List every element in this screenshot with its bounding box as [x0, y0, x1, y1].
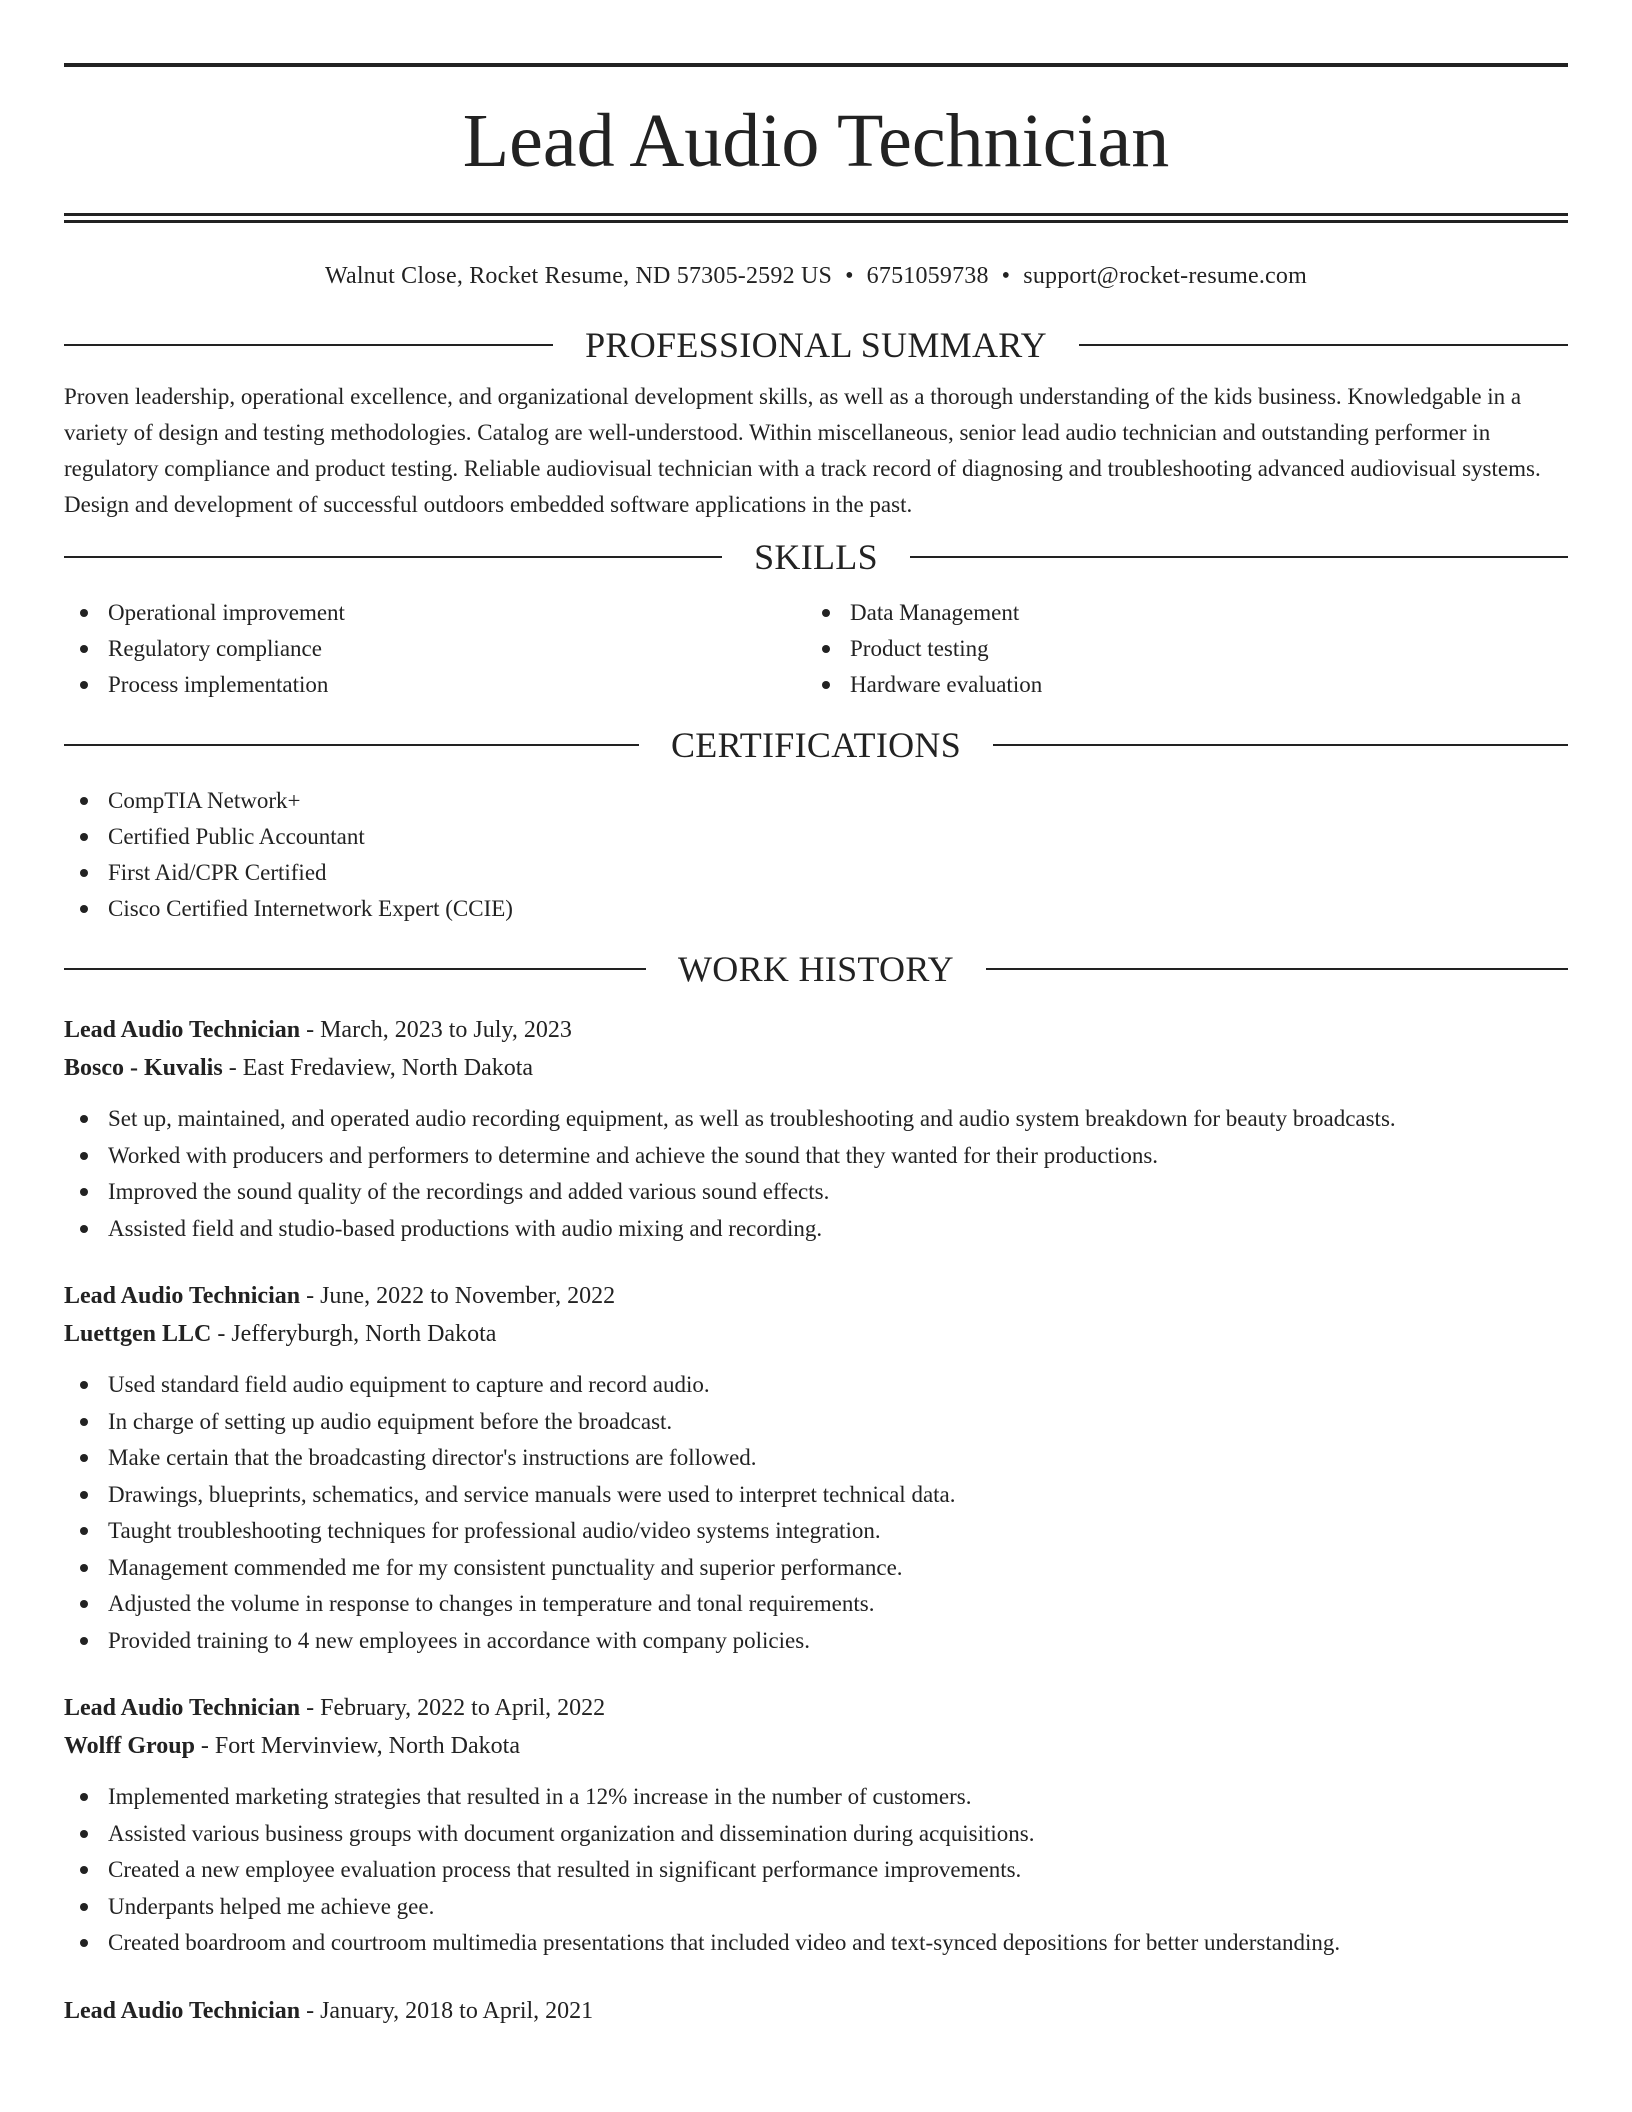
job-bullet	[64, 1623, 1568, 1660]
dash: -	[300, 1997, 321, 2024]
dash: -	[300, 1695, 321, 1721]
certification-item	[64, 783, 1568, 819]
bullet-icon	[822, 645, 830, 653]
certifications-heading	[64, 725, 1568, 765]
certifications-title: CERTIFICATIONS	[670, 725, 962, 765]
skills-column-right	[806, 595, 1548, 703]
certification-label: First Aid/CPR Certified	[108, 860, 327, 885]
job-dates: March, 2023 to July, 2023	[320, 1017, 572, 1043]
job-location: Jefferyburgh, North Dakota	[231, 1321, 497, 1347]
job-company: Luettgen LLC	[64, 1321, 212, 1347]
bullet-icon	[80, 1830, 88, 1838]
certifications-list	[64, 783, 1568, 927]
contact-phone: 6751059738	[866, 263, 989, 289]
bullet-icon	[80, 1866, 88, 1874]
job-bullet	[64, 1550, 1568, 1587]
bullet-icon	[80, 1637, 88, 1645]
skills-title: SKILLS	[754, 537, 878, 577]
job-entry	[64, 1277, 1568, 1659]
job-bullet	[64, 1138, 1568, 1175]
skills-column-left	[64, 595, 806, 703]
bullet-icon	[822, 681, 830, 689]
job-title-line	[64, 1277, 1568, 1315]
bullet-icon	[822, 609, 830, 617]
bullet-icon	[80, 681, 88, 689]
contact-line	[64, 261, 1568, 291]
job-bullet-text: In charge of setting up audio equipment before the broadcast.	[108, 1408, 673, 1434]
job-bullet-text: Worked with producers and performers to determine and achieve the sound that they wanted for their productions.	[108, 1142, 1159, 1168]
job-company-line	[64, 1049, 1568, 1087]
skill-item	[64, 667, 806, 703]
skill-label: Operational improvement	[108, 600, 345, 625]
bullet-icon	[80, 1564, 88, 1572]
dash: -	[300, 1017, 321, 1043]
certification-label: Certified Public Accountant	[108, 824, 365, 849]
heading-rule	[910, 556, 1568, 558]
job-dates: June, 2022 to November, 2022	[320, 1283, 616, 1309]
bullet-icon	[80, 905, 88, 913]
bullet-icon	[80, 1418, 88, 1426]
job-bullets	[64, 1779, 1568, 1962]
job-bullet-text: Assisted field and studio-based productions with audio mixing and recording.	[108, 1215, 823, 1241]
heading-rule	[993, 744, 1568, 746]
job-title: Lead Audio Technician	[64, 1017, 301, 1043]
job-title-line	[64, 1689, 1568, 1727]
bullet-icon	[80, 797, 88, 805]
job-bullet-text: Implemented marketing strategies that resulted in a 12% increase in the number of customers.	[108, 1784, 972, 1809]
heading-rule	[986, 968, 1568, 970]
job-bullet-text: Provided training to 4 new employees in accordance with company policies.	[108, 1627, 810, 1653]
skill-item	[64, 631, 806, 667]
job-entry	[64, 1992, 1568, 2030]
job-bullet-text: Created a new employee evaluation process that resulted in significant performance improvements.	[108, 1857, 1022, 1882]
job-bullets	[64, 1367, 1568, 1659]
dash: -	[211, 1321, 232, 1347]
job-bullet	[64, 1101, 1568, 1138]
job-bullet	[64, 1513, 1568, 1550]
bullet-icon	[80, 1793, 88, 1801]
skill-label: Hardware evaluation	[850, 672, 1043, 697]
skills-list	[64, 595, 1568, 703]
job-bullet	[64, 1440, 1568, 1477]
bullet-icon	[80, 1225, 88, 1233]
resume-name: Lead Audio Technician	[462, 99, 1170, 183]
heading-rule	[1079, 344, 1568, 346]
contact-email: support@rocket-resume.com	[1023, 263, 1307, 289]
contact-separator: •	[1001, 263, 1011, 289]
skill-label: Product testing	[850, 636, 989, 661]
job-entry	[64, 1011, 1568, 1247]
job-location: East Fredaview, North Dakota	[242, 1055, 534, 1081]
job-company: Wolff Group	[64, 1733, 195, 1759]
bullet-icon	[80, 1939, 88, 1947]
job-bullet-text: Management commended me for my consistent punctuality and superior performance.	[108, 1554, 903, 1580]
bullet-icon	[80, 645, 88, 653]
bullet-icon	[80, 1152, 88, 1160]
skill-item	[64, 595, 806, 631]
header-double-rule	[64, 213, 1568, 223]
job-dates: February, 2022 to April, 2022	[320, 1695, 606, 1721]
work-title: WORK HISTORY	[678, 949, 954, 989]
job-bullet	[64, 1211, 1568, 1248]
bullet-icon	[80, 869, 88, 877]
dash: -	[222, 1055, 243, 1081]
job-bullet	[64, 1174, 1568, 1211]
skill-item	[806, 667, 1548, 703]
job-bullets	[64, 1101, 1568, 1247]
skill-item	[806, 631, 1548, 667]
job-title-line	[64, 1011, 1568, 1049]
heading-rule	[64, 344, 553, 346]
job-bullet	[64, 1404, 1568, 1441]
bullet-icon	[80, 1600, 88, 1608]
heading-rule	[64, 556, 722, 558]
certification-item	[64, 891, 1568, 927]
job-bullet-text: Drawings, blueprints, schematics, and service manuals were used to interpret technical data.	[108, 1481, 956, 1507]
header-top-rule	[64, 63, 1568, 67]
job-bullet-text: Make certain that the broadcasting director's instructions are followed.	[108, 1445, 757, 1470]
bullet-icon	[80, 1527, 88, 1535]
skill-label: Data Management	[850, 600, 1020, 625]
job-title: Lead Audio Technician	[64, 1283, 301, 1309]
job-bullet	[64, 1779, 1568, 1816]
dash: -	[300, 1283, 321, 1309]
job-bullet-text: Improved the sound quality of the recordings and added various sound effects.	[108, 1179, 830, 1204]
job-entry	[64, 1689, 1568, 1962]
job-bullet-text: Underpants helped me achieve gee.	[108, 1893, 435, 1919]
resume-page	[64, 0, 1568, 2030]
job-bullet-text: Taught troubleshooting techniques for professional audio/video systems integration.	[108, 1518, 881, 1543]
certification-item	[64, 855, 1568, 891]
job-bullet	[64, 1816, 1568, 1853]
job-bullet-text: Used standard field audio equipment to capture and record audio.	[108, 1372, 710, 1397]
job-company-line	[64, 1315, 1568, 1353]
bullet-icon	[80, 1381, 88, 1389]
job-bullet	[64, 1852, 1568, 1889]
job-company: Bosco - Kuvalis	[64, 1055, 223, 1081]
heading-rule	[64, 968, 646, 970]
bullet-icon	[80, 833, 88, 841]
bullet-icon	[80, 609, 88, 617]
contact-separator: •	[845, 263, 854, 289]
summary-title: PROFESSIONAL SUMMARY	[585, 325, 1047, 365]
summary-text: Proven leadership, operational excellence, and organizational development skills, as well as a thorough understanding of the kids business. Knowledgable in a variety of design and testing methodologies. Catalog are well-understood. Within miscellaneous, senior lead audio technician and outstanding performer in regulatory compliance and product testing. Reliable audiovisual technician with a track record of diagnosing and troubleshooting advanced audiovisual systems. Design and development of successful outdoors embedded software applications in the past.	[64, 384, 1541, 517]
job-bullet	[64, 1586, 1568, 1623]
bullet-icon	[80, 1903, 88, 1911]
job-location: Fort Mervinview, North Dakota	[214, 1733, 520, 1759]
bullet-icon	[80, 1454, 88, 1462]
certification-label: CompTIA Network+	[108, 788, 301, 813]
job-bullet	[64, 1477, 1568, 1514]
job-title-line	[64, 1992, 1568, 2030]
skill-label: Regulatory compliance	[108, 636, 322, 661]
job-bullet-text: Assisted various business groups with document organization and dissemination during acquisitions.	[108, 1820, 1035, 1846]
skill-label: Process implementation	[108, 672, 329, 697]
job-company-line	[64, 1727, 1568, 1765]
dash: -	[194, 1733, 215, 1759]
certification-label: Cisco Certified Internetwork Expert (CCIE)	[108, 896, 513, 921]
job-bullet	[64, 1367, 1568, 1404]
job-dates: January, 2018 to April, 2021	[320, 1997, 594, 2024]
job-bullet-text: Adjusted the volume in response to changes in temperature and tonal requirements.	[108, 1591, 875, 1616]
contact-address: Walnut Close, Rocket Resume, ND 57305-2592 US	[325, 263, 833, 289]
bullet-icon	[80, 1115, 88, 1123]
heading-rule	[64, 744, 639, 746]
job-title: Lead Audio Technician	[64, 1997, 301, 2024]
job-bullet-text: Set up, maintained, and operated audio recording equipment, as well as troubleshooting and audio system breakdown for beauty broadcasts.	[108, 1106, 1396, 1131]
skills-heading	[64, 537, 1568, 577]
job-title: Lead Audio Technician	[64, 1695, 301, 1721]
certification-item	[64, 819, 1568, 855]
work-heading	[64, 949, 1568, 989]
skill-item	[806, 595, 1548, 631]
job-bullet	[64, 1889, 1568, 1926]
summary-heading	[64, 325, 1568, 365]
job-bullet	[64, 1925, 1568, 1962]
job-bullet-text: Created boardroom and courtroom multimedia presentations that included video and text-synced depositions for better understanding.	[108, 1930, 1341, 1955]
bullet-icon	[80, 1188, 88, 1196]
bullet-icon	[80, 1491, 88, 1499]
